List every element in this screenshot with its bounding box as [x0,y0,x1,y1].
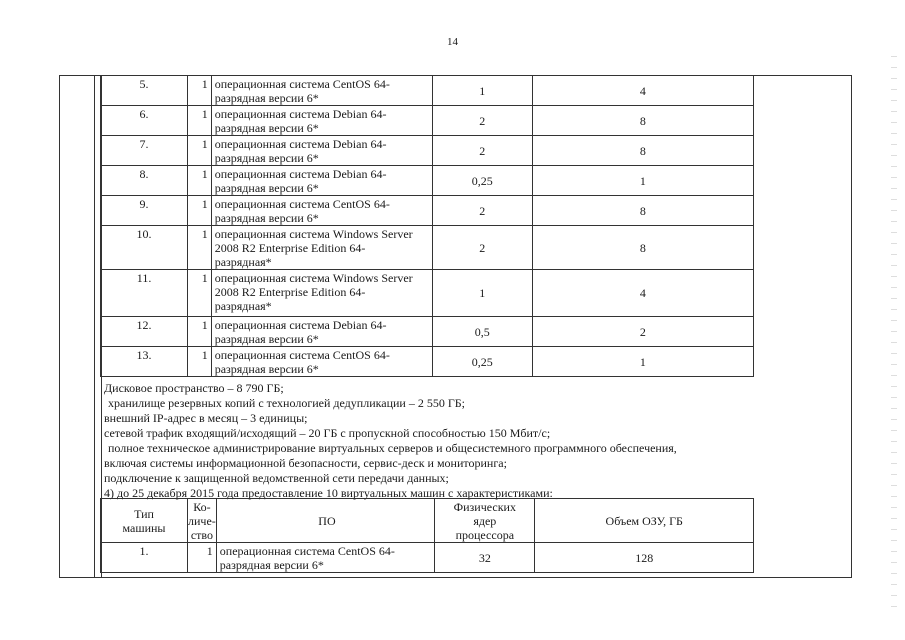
os-line: разрядная версии 6* [214,211,319,225]
table-row [101,166,754,196]
cell-ram: 1 [532,347,753,377]
cell-cores: 0,25 [432,347,532,377]
os-line: операционная система Debian 64- [214,137,387,151]
os-line: разрядная версии 6* [214,91,319,105]
cell-os [211,226,432,270]
cell-cores: 0,5 [432,317,532,347]
os-line: операционная система Debian 64- [214,318,387,332]
header-type: Тип машины [101,499,188,543]
table-row [101,270,754,317]
table-row [101,543,754,573]
cell-quantity: 1 [188,166,212,196]
text-line: внешний IP-адрес в месяц – 3 единицы; [104,411,308,425]
text-line: хранилище резервных копий с технологией дедупликации – 2 550 ГБ; [108,396,466,410]
cell-quantity: 1 [188,106,212,136]
cell-number: 1. [101,543,188,573]
cell-ram: 8 [532,106,753,136]
cell-os [216,543,434,573]
table-row [101,226,754,270]
vm-table-new [100,498,754,573]
cell-ram: 1 [532,166,753,196]
cell-number: 7. [101,136,188,166]
cell-quantity: 1 [188,136,212,166]
table-row [101,196,754,226]
cell-cores: 2 [432,226,532,270]
os-line: разрядная версии 6* [219,558,324,572]
os-line: операционная система Windows Server [214,227,413,241]
os-line: разрядная версии 6* [214,151,319,165]
cell-ram: 4 [532,270,753,317]
os-line: разрядная версии 6* [214,332,319,346]
cell-os [211,270,432,317]
table-row [101,76,754,106]
os-line: 2008 R2 Enterprise Edition 64- [214,241,366,255]
header-qty: Ко- личе- ство [188,500,216,542]
cell-cores: 32 [435,543,535,573]
vm-table-continued [100,75,754,377]
text-line: Дисковое пространство – 8 790 ГБ; [104,381,284,395]
os-line: разрядная версии 6* [214,362,319,376]
cell-ram: 4 [532,76,753,106]
cell-cores: 0,25 [432,166,532,196]
cell-number: 5. [101,76,188,106]
header-os: ПО [216,499,434,543]
os-line: 2008 R2 Enterprise Edition 64- [214,285,366,299]
cell-number: 6. [101,106,188,136]
os-line: разрядная* [214,299,272,313]
table-row [101,136,754,166]
os-line: операционная система CentOS 64- [219,544,395,558]
os-line: операционная система Debian 64- [214,167,387,181]
table-row [101,317,754,347]
cell-cores: 2 [432,196,532,226]
cell-os [211,76,432,106]
cell-os [211,136,432,166]
cell-number: 10. [101,226,188,270]
cell-os [211,317,432,347]
services-text [104,381,804,501]
table-row [101,347,754,377]
cell-ram: 8 [532,196,753,226]
table-header-row [101,499,754,543]
cell-ram: 8 [532,136,753,166]
cell-ram: 2 [532,317,753,347]
cell-number: 8. [101,166,188,196]
cell-cores: 1 [432,76,532,106]
cell-os [211,106,432,136]
header-ram: Объем ОЗУ, ГБ [535,499,754,543]
text-line: 4) до 25 декабря 2015 года предоставление 10 виртуальных машин с характеристиками: [104,486,553,500]
scan-margin-artifact [891,50,897,610]
text-line: сетевой трафик входящий/исходящий – 20 ГБ с пропускной способностью 150 Мбит/с; [104,426,551,440]
header-cores: Физических ядер процессора [435,499,535,543]
table-row [101,106,754,136]
cell-cores: 2 [432,106,532,136]
os-line: операционная система CentOS 64- [214,348,390,362]
cell-ram: 128 [535,543,754,573]
cell-ram: 8 [532,226,753,270]
cell-number: 9. [101,196,188,226]
cell-quantity: 1 [188,317,212,347]
os-line: разрядная версии 6* [214,181,319,195]
os-line: операционная система Windows Server [214,271,413,285]
cell-quantity: 1 [188,76,212,106]
cell-cores: 2 [432,136,532,166]
cell-number: 13. [101,347,188,377]
cell-quantity: 1 [188,543,217,573]
cell-quantity: 1 [188,226,212,270]
cell-os [211,347,432,377]
text-line: подключение к защищенной ведомственной сети передачи данных; [104,471,449,485]
cell-cores: 1 [432,270,532,317]
cell-number: 12. [101,317,188,347]
os-line: разрядная версии 6* [214,121,319,135]
page-number: 14 [447,36,458,48]
text-line: включая системы информационной безопасности, сервис-деск и мониторинга; [104,456,507,470]
text-line: полное техническое администрирование виртуальных серверов и общесистемного программного обеспечения, [108,441,677,455]
cell-os [211,196,432,226]
os-line: операционная система Debian 64- [214,107,387,121]
os-line: операционная система CentOS 64- [214,197,390,211]
cell-os [211,166,432,196]
cell-quantity: 1 [188,270,212,317]
cell-number: 11. [101,270,188,317]
os-line: разрядная* [214,255,272,269]
cell-quantity: 1 [188,347,212,377]
os-line: операционная система CentOS 64- [214,77,390,91]
cell-quantity: 1 [188,196,212,226]
